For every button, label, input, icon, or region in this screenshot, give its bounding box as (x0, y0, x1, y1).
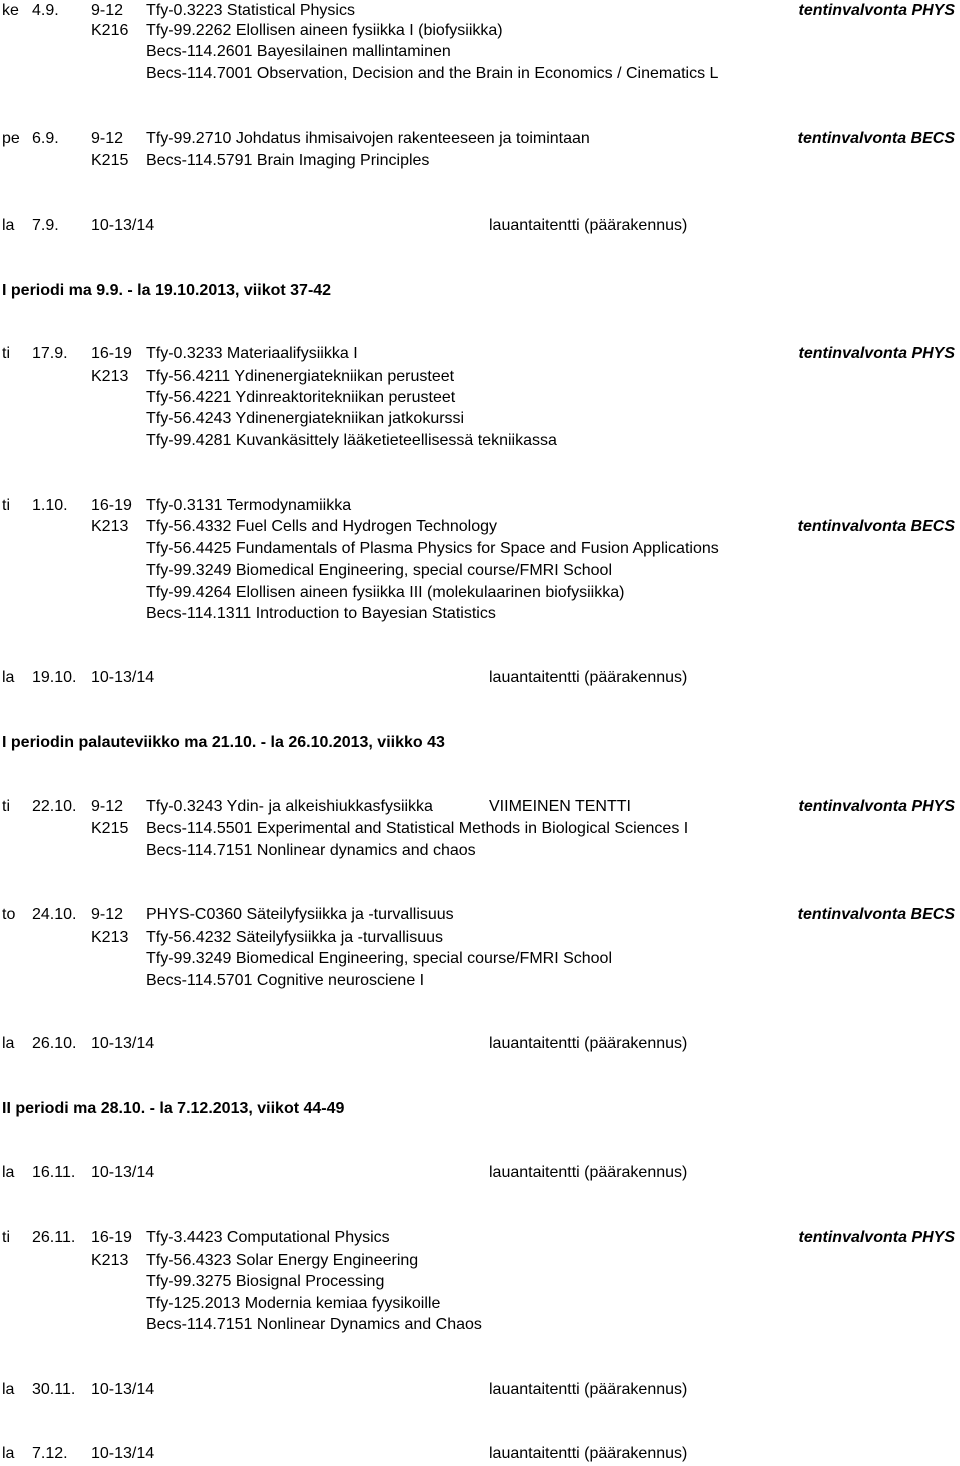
course-name: Tfy-99.3249 Biomedical Engineering, special course/FMRI School (146, 950, 613, 967)
exam-date: 7.12. (32, 1445, 68, 1462)
exam-time: 9-12 (91, 130, 124, 147)
period-heading-text: II periodi ma 28.10. - la 7.12.2013, viikot 44-49 (2, 1100, 345, 1117)
period-heading-text: I periodin palauteviikko ma 21.10. - la 26.10.2013, viikko 43 (2, 734, 445, 751)
schedule-line (0, 63, 960, 85)
exam-time: 16-19 (91, 1229, 132, 1246)
weekday: pe (2, 130, 20, 147)
exam-date: 22.10. (32, 798, 77, 815)
weekday: ti (2, 497, 10, 514)
exam-marker: lauantaitentti (päärakennus) (489, 217, 688, 234)
exam-time: 16-19 (91, 345, 132, 362)
exam-time: 10-13/14 (91, 1164, 155, 1181)
invigilation-note: tentinvalvonta BECS (797, 130, 955, 147)
schedule-line (0, 1293, 960, 1315)
schedule-line (0, 840, 960, 862)
schedule-line (0, 366, 960, 388)
invigilation-note: tentinvalvonta BECS (797, 518, 955, 535)
schedule-line (0, 0, 960, 22)
exam-date: 6.9. (32, 130, 59, 147)
course-name: Becs-114.7151 Nonlinear Dynamics and Chaos (146, 1316, 482, 1333)
weekday: la (2, 1164, 15, 1181)
course-name: Tfy-56.4232 Säteilyfysiikka ja -turvallisuus (146, 929, 444, 946)
exam-room: K213 (91, 518, 129, 535)
exam-room: K215 (91, 820, 129, 837)
schedule-line (0, 41, 960, 63)
course-name: Becs-114.5501 Experimental and Statistical Methods in Biological Sciences I (146, 820, 689, 837)
schedule-line (0, 818, 960, 840)
course-name: Tfy-3.4423 Computational Physics (146, 1229, 390, 1246)
weekday: ke (2, 2, 19, 19)
invigilation-note: tentinvalvonta PHYS (798, 798, 955, 815)
exam-time: 10-13/14 (91, 1381, 155, 1398)
exam-date: 7.9. (32, 217, 59, 234)
schedule-line (0, 582, 960, 604)
exam-date: 1.10. (32, 497, 68, 514)
course-name: Tfy-56.4211 Ydinenergiatekniikan perusteet (146, 368, 455, 385)
exam-time: 16-19 (91, 497, 132, 514)
course-name: Tfy-0.3131 Termodynamiikka (146, 497, 352, 514)
weekday: ti (2, 798, 10, 815)
schedule-line (0, 1443, 960, 1465)
schedule-line (0, 430, 960, 452)
course-name: Tfy-56.4332 Fuel Cells and Hydrogen Technology (146, 518, 498, 535)
period-heading (0, 732, 960, 754)
exam-time: 10-13/14 (91, 1445, 155, 1462)
exam-date: 24.10. (32, 906, 77, 923)
period-heading-text: I periodi ma 9.9. - la 19.10.2013, viikot 37-42 (2, 282, 332, 299)
schedule-line (0, 948, 960, 970)
schedule-line (0, 796, 960, 818)
weekday: la (2, 1035, 15, 1052)
exam-marker: lauantaitentti (päärakennus) (489, 1445, 688, 1462)
course-name: PHYS-C0360 Säteilyfysiikka ja -turvallisuus (146, 906, 454, 923)
exam-time: 10-13/14 (91, 669, 155, 686)
period-heading (0, 280, 960, 302)
exam-marker: lauantaitentti (päärakennus) (489, 669, 688, 686)
schedule-line (0, 215, 960, 237)
course-name: Tfy-99.4281 Kuvankäsittely lääketieteellisessä tekniikassa (146, 432, 557, 449)
weekday: ti (2, 1229, 10, 1246)
course-name: Becs-114.5701 Cognitive neurosciene I (146, 972, 425, 989)
weekday: to (2, 906, 16, 923)
invigilation-note: tentinvalvonta PHYS (798, 2, 955, 19)
weekday: la (2, 669, 15, 686)
course-name: Tfy-99.2710 Johdatus ihmisaivojen rakenteeseen ja toimintaan (146, 130, 590, 147)
exam-marker: VIIMEINEN TENTTI (489, 798, 631, 815)
schedule-line (0, 1033, 960, 1055)
exam-time: 9-12 (91, 2, 124, 19)
course-name: Tfy-99.4264 Elollisen aineen fysiikka III (molekulaarinen biofysiikka) (146, 584, 625, 601)
exam-marker: lauantaitentti (päärakennus) (489, 1381, 688, 1398)
course-name: Tfy-56.4243 Ydinenergiatekniikan jatkokurssi (146, 410, 465, 427)
exam-date: 17.9. (32, 345, 68, 362)
course-name: Tfy-56.4221 Ydinreaktoritekniikan perusteet (146, 389, 456, 406)
schedule-line (0, 516, 960, 538)
exam-room: K213 (91, 368, 129, 385)
course-name: Tfy-0.3243 Ydin- ja alkeishiukkasfysiikka (146, 798, 433, 815)
course-name: Tfy-0.3233 Materiaalifysiikka I (146, 345, 358, 362)
course-name: Becs-114.1311 Introduction to Bayesian Statistics (146, 605, 496, 622)
schedule-line (0, 667, 960, 689)
exam-room: K215 (91, 152, 129, 169)
schedule-line (0, 538, 960, 560)
course-name: Becs-114.7151 Nonlinear dynamics and chaos (146, 842, 476, 859)
schedule-line (0, 1250, 960, 1272)
weekday: la (2, 217, 15, 234)
schedule-line (0, 150, 960, 172)
exam-room: K213 (91, 1252, 129, 1269)
schedule-line (0, 408, 960, 430)
weekday: la (2, 1445, 15, 1462)
schedule-line (0, 128, 960, 150)
exam-time: 10-13/14 (91, 217, 155, 234)
exam-date: 16.11. (32, 1164, 76, 1181)
course-name: Tfy-56.4425 Fundamentals of Plasma Physics for Space and Fusion Applications (146, 540, 719, 557)
exam-marker: lauantaitentti (päärakennus) (489, 1035, 688, 1052)
course-name: Becs-114.5791 Brain Imaging Principles (146, 152, 430, 169)
course-name: Tfy-99.3249 Biomedical Engineering, special course/FMRI School (146, 562, 613, 579)
weekday: la (2, 1381, 15, 1398)
schedule-line (0, 970, 960, 992)
exam-time: 9-12 (91, 906, 124, 923)
exam-date: 4.9. (32, 2, 59, 19)
exam-time: 10-13/14 (91, 1035, 155, 1052)
schedule-line (0, 603, 960, 625)
schedule-line (0, 387, 960, 409)
invigilation-note: tentinvalvonta PHYS (798, 1229, 955, 1246)
schedule-line (0, 560, 960, 582)
schedule-line (0, 495, 960, 517)
exam-date: 19.10. (32, 669, 77, 686)
schedule-line (0, 904, 960, 926)
schedule-line (0, 1271, 960, 1293)
schedule-line (0, 1227, 960, 1249)
schedule-line (0, 343, 960, 365)
exam-time: 9-12 (91, 798, 124, 815)
exam-date: 26.11. (32, 1229, 76, 1246)
course-name: Tfy-0.3223 Statistical Physics (146, 2, 355, 19)
invigilation-note: tentinvalvonta BECS (797, 906, 955, 923)
exam-date: 26.10. (32, 1035, 77, 1052)
schedule-line (0, 1162, 960, 1184)
exam-marker: lauantaitentti (päärakennus) (489, 1164, 688, 1181)
schedule-line (0, 927, 960, 949)
schedule-line (0, 1379, 960, 1401)
exam-room: K213 (91, 929, 129, 946)
course-name: Tfy-99.2262 Elollisen aineen fysiikka I (biofysiikka) (146, 22, 503, 39)
schedule-line (0, 20, 960, 42)
course-name: Becs-114.7001 Observation, Decision and the Brain in Economics / Cinematics L (146, 65, 719, 82)
course-name: Tfy-56.4323 Solar Energy Engineering (146, 1252, 419, 1269)
course-name: Tfy-125.2013 Modernia kemiaa fyysikoille (146, 1295, 441, 1312)
exam-room: K216 (91, 22, 129, 39)
invigilation-note: tentinvalvonta PHYS (798, 345, 955, 362)
period-heading (0, 1098, 960, 1120)
exam-date: 30.11. (32, 1381, 76, 1398)
schedule-line (0, 1314, 960, 1336)
course-name: Becs-114.2601 Bayesilainen mallintaminen (146, 43, 451, 60)
weekday: ti (2, 345, 10, 362)
course-name: Tfy-99.3275 Biosignal Processing (146, 1273, 385, 1290)
